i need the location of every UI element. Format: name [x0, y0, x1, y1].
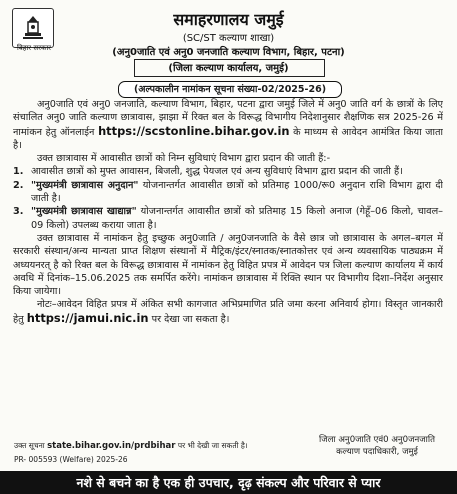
- signatory-block: [304, 434, 450, 458]
- note-paragraph: [13, 298, 443, 326]
- footer-source-line: [14, 441, 304, 451]
- collectorate-title: समाहरणालय जमुई: [173, 10, 284, 29]
- list-item: [13, 165, 443, 178]
- scst-online-link[interactable]: https://scstonline.bihar.gov.in: [98, 123, 290, 138]
- prd-bihar-link[interactable]: state.bihar.gov.in/prdbihar: [47, 441, 176, 451]
- scheme-name: "मुख्यमंत्री छात्रावास खाद्यान्न": [31, 206, 137, 218]
- anti-addiction-slogan: नशे से बचने का है एक ही उपचार, दृढ़ संकल्प और परिवार से प्यार: [0, 471, 457, 494]
- list-item: [13, 179, 443, 206]
- list-item: [13, 205, 443, 232]
- intro-text-end: के माध्यम से आवेदन आमंत्रित किया जाता है।: [13, 126, 443, 151]
- footer-suffix: पर भी देखी जा सकती है।: [177, 441, 248, 450]
- intro-text: अनु0जाति एवं अनु0 जनजाति, कल्याण विभाग, बिहार, पटना द्वारा जमुई जिले में अनु0 जाति वर्ग के छात्रों के लिए संचालित अनु0 जाति कल्याण छात्रावास, झाझा में रिक्त बल के विरूद्ध विभागीय निदेशानुसार शैक्षणिक सत्र 2025-26 में नामांकन हेतु ऑनलाईन: [13, 99, 443, 138]
- intro-paragraph: [13, 98, 443, 152]
- list-text: आवासीत छात्रों को मुफ्त आवासन, बिजली, शुद्ध पेयजल एवं अन्य सुविधाएं विभाग द्वारा प्रदान की जाती हैं।: [31, 166, 403, 178]
- pr-number: PR- 005593 (Welfare) 2025-26: [14, 455, 128, 464]
- list-number: 1.: [13, 166, 24, 178]
- note-text: नोटः–आवेदन विहित प्रपत्र में अंकित सभी कागजात अभिप्रमाणित प्रति जमा करना अनिवार्य होगा। विस्तृत जानकारी हेतु: [13, 299, 443, 325]
- jamui-nic-link[interactable]: https://jamui.nic.in: [26, 310, 149, 325]
- office-line: (जिला कल्याण कार्यालय, जमुई): [168, 63, 289, 74]
- notice-body: [13, 98, 443, 436]
- footer-prefix: उक्त सूचना: [14, 441, 45, 450]
- emblem-caption: बिहार सरकार: [16, 44, 52, 52]
- list-number: 3.: [13, 206, 24, 218]
- note-text-end: पर देखा जा सकता है।: [148, 313, 230, 325]
- facilities-intro: उक्त छात्रावास में आवासीत छात्रों को निम्न सुविधाएं विभाग द्वारा प्रदान की जाती हैं:-: [37, 153, 331, 165]
- signatory-line-2: कल्याण पदाधिकारी, जमुई: [336, 447, 418, 457]
- branch-line: (SC/ST कल्याण शाखा): [182, 33, 275, 44]
- scheme-name: "मुख्यमंत्री छात्रावास अनुदान": [31, 179, 139, 191]
- list-number: 2.: [13, 179, 24, 191]
- signatory-line-1: जिला अनु0जाति एवं0 अनु0जनजाति: [318, 435, 436, 445]
- department-line: (अनु0जाति एवं अनु0 जनजाति कल्याण विभाग, बिहार, पटना): [112, 47, 345, 58]
- list-text: योजनान्तर्गत आवासीत छात्रों को प्रतिमाह 15 किलो अनाज (गेहूँ–06 किलो, चावल–09 किलो) उपलब्ध कराया जाता है।: [31, 206, 443, 231]
- eligibility-paragraph: उक्त छात्रावास में नामांकन हेतु इच्छुक अनु0जाति / अनु0जनजाति के वैसे छात्र जो छात्रावास के अगल–बगल में सरकारी संस्थान/अन्य मान्यता प्राप्त शिक्षण संस्थानों में मैट्रिक/इंटर/स्नातक/स्नातकोत्तर एवं अन्य व्यवसायिक पाठ्यक्रम में अध्ययनरत् है को रिक्त बल के विरूद्ध छात्रावास में नामांकन हेतु विहित प्रपत्र में आवेदन पत्र जिला कल्याण कार्यालय में कार्य अवधि में दिनांक–15.06.2025 तक समर्पित करेंगे। नामांकन छात्रावास में रिक्ति स्थान पर विभागीय दिशा–निर्देश अनुसार किया जायेगा।: [13, 232, 443, 298]
- notice-number-badge: (अल्पकालीन नामांकन सूचना संख्या-02/2025-26): [118, 81, 342, 98]
- list-text: योजनान्तर्गत आवासीत छात्रों को प्रतिमाह 1000/रू0 अनुदान राशि विभाग द्वारा दी जाती है।: [31, 179, 443, 205]
